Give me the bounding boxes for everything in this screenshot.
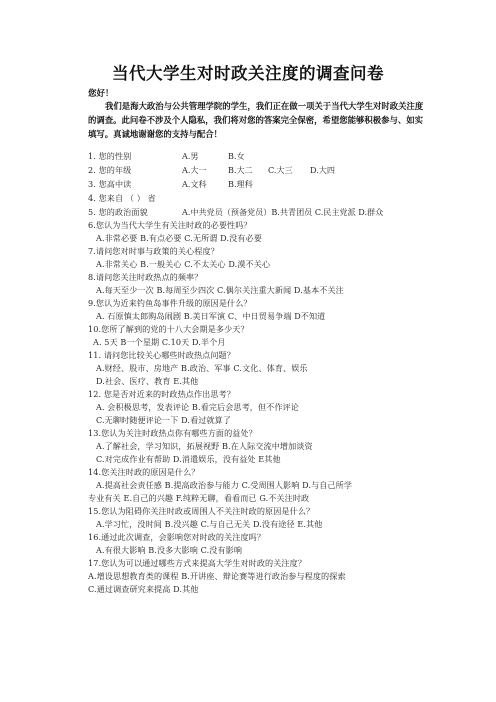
question-text: 6.您认为当代大学生有关注时政的必要性吗？ [88,220,252,230]
options-8: A.每天至少一次 B.每周至少四次 C.偶尔关注重大新闻 D.基本不关注 [96,285,344,295]
options-12-line2: C.无聊时随便评论一下 D.看过就算了 [96,415,232,425]
option-b: B.女 [228,151,245,161]
question-2 [88,165,131,176]
question-6 [88,220,252,231]
options-11-line2: D.社会、医疗、教育 E.其他 [96,376,199,386]
question-text: 8.请问您关注时政热点的频率？ [88,272,203,282]
options-10: A. 5天 B一个星期 C.10天 D.半个月 [93,337,226,347]
question-text: 11. 请问您比较关心哪些时政热点问题？ [88,350,235,360]
option-a: A.文科 [182,179,207,189]
options-16: A.有很大影响 B.没多大影响 C.没有影响 [96,545,243,555]
options-14-line1: A.提高社会责任感 B.提高政治参与能力 C.受周围人影响 D.与自己所学 [96,480,353,490]
option-b: B.大二 [228,165,253,175]
question-17 [88,558,306,569]
question-text: 1. 您的性别 [88,151,132,161]
page-title: 当代大学生对时政关注度的调查问卷 [112,64,384,83]
question-14 [88,467,200,478]
question-text: 13.您认为关注时政热点你有哪些方面的益处？ [88,428,257,438]
question-text: 9.您认为近来钓鱼岛事件升级的原因是什么？ [88,298,252,308]
question-9 [88,298,252,309]
question-text: 7.请问您对时事与政策的关心程度？ [88,246,219,256]
option-a: A.大一 [182,165,207,175]
question-text: 15.您认为阻碍你关注时政或周围人不关注时政的原因是什么？ [88,506,315,516]
question-13 [88,428,257,439]
option-d: D.大四 [310,165,335,175]
question-10 [88,324,249,335]
question-text: 16.通过此次调查，会影响您对时政的关注度吗？ [88,532,266,542]
options-13-line2: C.对完成作业有帮助 D.消遣娱乐，没有益处 E其他 [96,454,281,464]
question-5 [88,207,148,218]
option-a: A.男 [182,151,199,161]
options-6: A.非常必要 B.有点必要 C.无所谓 D.没有必要 [96,233,262,243]
options-13-line1: A.了解社会，学习知识，拓展视野 B.在人际交流中增加谈资 [96,441,313,451]
question-16 [88,532,265,543]
option-list: A.中共党员（预备党员）B.共青团员 C.民主党派 D.群众 [182,207,384,217]
question-text: 4. 您来自 （ ） 省 [88,193,156,203]
question-3 [88,179,131,190]
question-text: 17.您认为可以通过哪些方式来提高大学生对时政的关注度？ [88,558,307,568]
question-1 [88,151,131,162]
option-c: C.大三 [268,165,293,175]
options-14-line2: 专业有关 E.自己的兴趣 F.纯粹无聊，看看而已 G.不关注时政 [88,493,310,503]
question-15 [88,506,314,517]
question-text: 14.您关注时政的原因是什么？ [88,467,200,477]
question-12 [88,389,235,400]
options-12-line1: A. 会积极思考，发表评论 B.看完后会思考，但不作评论 [96,402,299,412]
question-text: 2. 您的年级 [88,165,132,175]
question-text: 3. 您高中读 [88,179,132,189]
question-4 [88,193,156,204]
options-11-line1: A.财经、股市、房地产 B.政治、军事 C.文化、体育、娱乐 [96,363,308,373]
options-9: A. 石原慎太郎购岛闹剧 B.美日军演 C、中日贸易争端 D不知道 [96,311,326,321]
options-17-line2: C.通过调查研究来提高 D.其他 [88,584,199,594]
options-7: A.非常关心 B.一般关心 C.不太关心 D.漠不关心 [96,259,271,269]
question-7 [88,246,219,257]
option-b: B.理科 [228,179,253,189]
question-text: 12. 您是否对近来的时政热点作出思考？ [88,389,235,399]
question-text: 10.您所了解到的党的十八大会期是多少天？ [88,324,249,334]
options-17-line1: A.增设思想教育类的课程 B.开讲座、辩论赛等进行政治参与程度的探索 [88,571,346,581]
greeting: 您好！ [88,89,114,99]
options-15: A.学习忙，没时间 B.没兴趣 C.与自己无关 D.没有途径 E.其他 [96,519,323,529]
question-8 [88,272,202,283]
question-11 [88,350,235,361]
intro-paragraph: 我们是海大政治与公共管理学院的学生，我们正在做一项关于当代大学生对时政关注度的调查。此问卷不涉及个人隐私，我们将对您的答案完全保密，希望您能够积极参与、如实填写。真诚地谢谢您的支持与配合！ [88,101,424,139]
question-text: 5. 您的政治面貌 [88,207,148,217]
